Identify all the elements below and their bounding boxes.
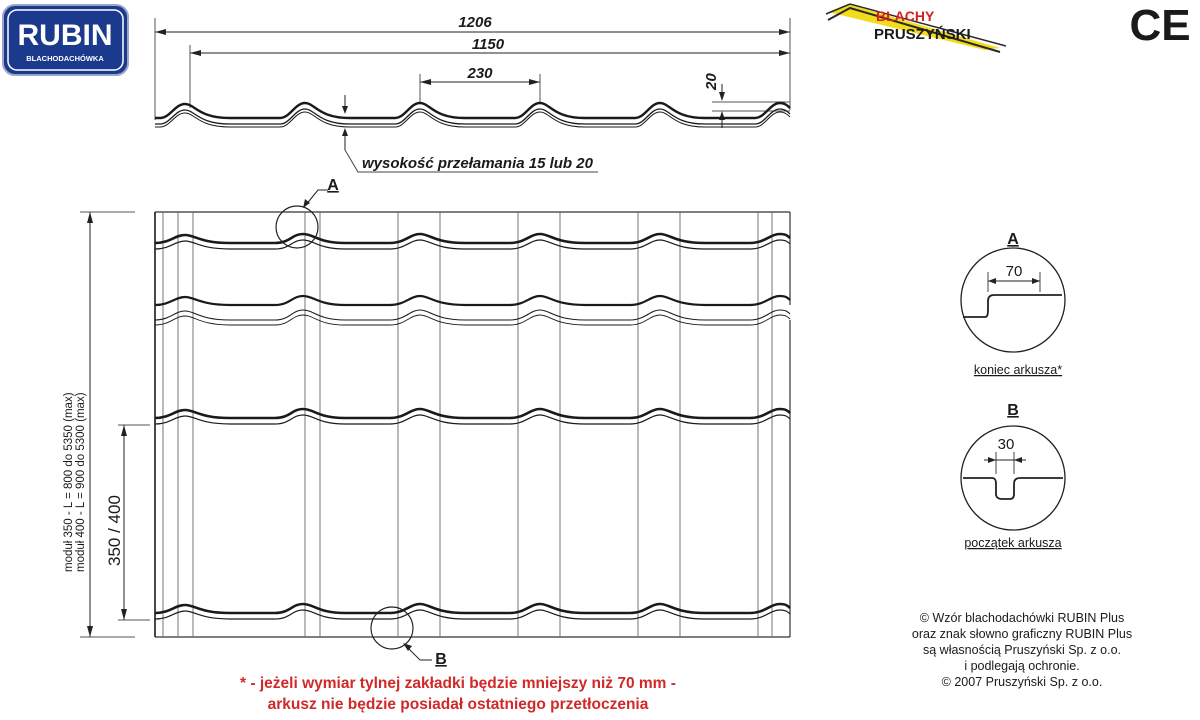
- detail-b-value: 30: [997, 436, 1015, 453]
- rubin-logo-text: RUBIN: [17, 19, 113, 52]
- module-length-line2: moduł 400 - L = 900 do 5300 (max): [75, 392, 87, 572]
- detail-a-caption: koniec arkusza*: [973, 363, 1063, 377]
- marker-b-label: B: [435, 651, 447, 668]
- detail-a-letter: A: [1007, 231, 1019, 248]
- module-length-line1: moduł 350 - L = 800 do 5350 (max): [63, 392, 75, 572]
- dim-wave: 230: [467, 65, 493, 82]
- blachy-logo-bottom: PRUSZYŃSKI: [874, 26, 971, 43]
- break-height-label: wysokość przełamania 15 lub 20: [362, 155, 593, 172]
- blachy-pruszynski-logo: [826, 4, 1006, 52]
- footnote-line1: * - jeżeli wymiar tylnej zakładki będzie mniejszy niż 70 mm -: [240, 675, 676, 692]
- detail-a-value: 70: [1005, 263, 1023, 280]
- detail-b-caption: początek arkusza: [964, 536, 1062, 550]
- copyright-line4: i podlegają ochronie.: [964, 659, 1080, 673]
- dim-effective: 1150: [471, 36, 505, 53]
- detail-a: [961, 231, 1065, 377]
- sheet-view: [63, 177, 790, 668]
- rubin-logo: [3, 5, 128, 75]
- rubin-logo-subtext: BLACHODACHÓWKA: [26, 54, 104, 63]
- step-dimension-label: 350 / 400: [105, 495, 124, 566]
- blachy-logo-top: BLACHY: [876, 8, 935, 24]
- copyright-block: [912, 611, 1132, 689]
- copyright-line1: © Wzór blachodachówki RUBIN Plus: [919, 611, 1125, 625]
- profile-view: [155, 14, 790, 172]
- copyright-line3: są własnością Pruszyński Sp. z o.o.: [923, 643, 1121, 657]
- dim-total: 1206: [458, 14, 492, 31]
- copyright-line2: oraz znak słowno graficzny RUBIN Plus: [911, 627, 1133, 641]
- detail-b-letter: B: [1007, 402, 1019, 419]
- ce-mark: CE: [1129, 1, 1191, 50]
- footnote-line2: arkusz nie będzie posiadał ostatniego przetłoczenia: [267, 696, 649, 713]
- detail-b: [961, 402, 1065, 550]
- dim-height: 20: [703, 73, 720, 90]
- marker-a-label: A: [327, 177, 339, 194]
- copyright-line5: © 2007 Pruszyński Sp. z o.o.: [941, 675, 1103, 689]
